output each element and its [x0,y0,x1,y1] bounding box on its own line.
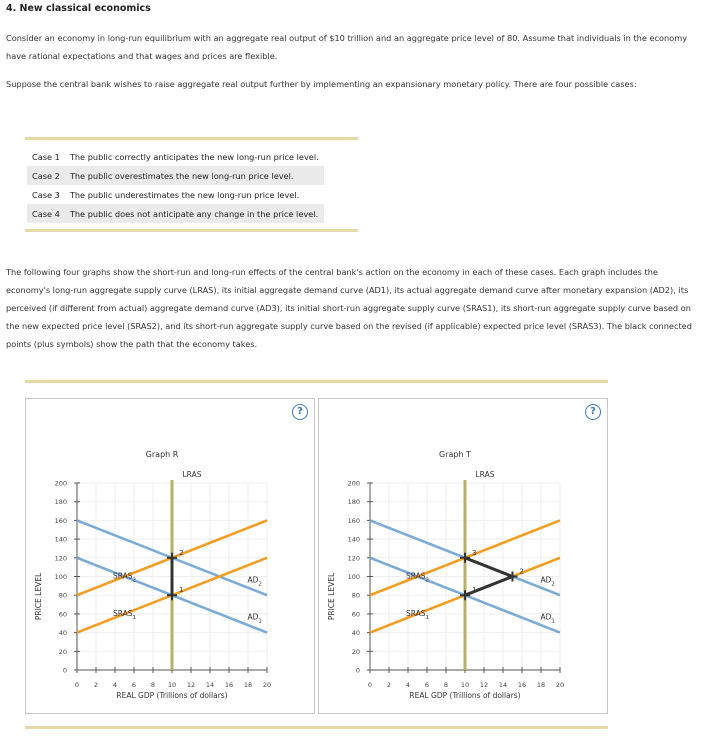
x-tick-label: 4 [405,681,411,689]
y-tick-label: 200 [347,479,360,488]
x-tick-label: 0 [367,681,373,689]
y-tick-label: 140 [347,535,360,544]
curve-label-ad1: $AD_1$ [540,612,555,625]
y-tick-label: 120 [347,554,360,563]
curve-label-sras1: $SRAS_1$ [405,608,430,621]
path-point [167,553,177,563]
x-tick-label: 6 [424,681,430,689]
graph-t-chart[interactable] [319,399,607,713]
path-point-label: 2 [519,567,524,576]
y-tick-label: 80 [58,591,67,600]
path-point-label: 3 [472,548,477,557]
path-point [167,590,177,600]
curve-label-subscript: 2 [132,577,137,584]
curve-label-subscript: 1 [425,614,430,621]
case-label: Case 3 [32,189,60,200]
separator [25,229,358,232]
x-tick-label: 16 [517,681,527,689]
x-tick-label: 8 [443,681,449,689]
case-text: The public overestimates the new long-run price level. [65,166,324,185]
table-row [27,147,324,166]
curve-label-ad2: $AD_2$ [540,575,555,588]
cases-intro-paragraph: Suppose the central bank wishes to raise aggregate real output further by implementing an expansionary monetary policy. There are four possible cases: [6,79,637,89]
y-tick-label: 180 [347,498,360,507]
x-tick-label: 2 [93,681,99,689]
x-tick-label: 10 [167,681,177,689]
curve-label-subscript: 2 [425,577,430,584]
case-text: The public does not anticipate any change in the price level. [65,204,324,223]
x-tick-label: 18 [243,681,253,689]
x-tick-label: 14 [498,681,508,689]
separator [25,726,608,729]
y-axis-label: PRICE LEVEL [327,572,336,621]
lras-label: LRAS [475,470,495,479]
y-tick-label: 40 [351,629,360,638]
separator [25,380,608,383]
x-tick-label: 2 [386,681,392,689]
y-tick-label: 100 [347,573,360,581]
y-tick-label: 20 [58,647,67,656]
x-tick-label: 14 [205,681,215,689]
y-tick-label: 160 [54,516,67,525]
graph-r-chart[interactable] [26,399,314,713]
x-tick-label: 20 [555,681,565,689]
cases-table [27,147,324,223]
separator [25,137,358,140]
curve-label-subscript: 1 [132,614,137,621]
x-tick-label: 12 [479,681,489,689]
lras-label: LRAS [182,470,202,479]
y-tick-label: 160 [347,516,360,525]
curve-label-sras2: $SRAS_2$ [405,571,430,584]
y-tick-label: 0 [62,666,67,675]
path-point-label: 1 [179,586,184,595]
curve-label-ad1: $AD_1$ [247,612,262,625]
path-point-label: 2 [179,548,184,557]
y-tick-label: 80 [351,591,360,600]
x-axis-label: REAL GDP (Trillions of dollars) [116,691,228,700]
graph-panel-t [318,398,608,714]
y-tick-label: 20 [351,647,360,656]
x-tick-label: 6 [131,681,137,689]
case-label: Case 4 [27,204,65,223]
graphs-intro-paragraph: The following four graphs show the short-run and long-run effects of the central bank's action on the economy in each of these cases. Each graph includes the economy's long-run aggregate supply curve (LRAS), its initial aggregate demand curve (AD1), its actual aggregate demand curve after monetary expansion (AD2), its perceived (if different from actual) aggregate demand curve (AD3), its initial short-run aggregate supply curve (SRAS1), its short-run aggregate supply curve based on the new expected price level (SRAS2), and its short-run aggregate supply curve based on the revised (if applicable) expected price level (SRAS3). The black connected points (plus symbols) show the path that the economy takes. [6,267,692,349]
chart-title: Graph T [439,450,471,459]
x-axis-label: REAL GDP (Trillions of dollars) [409,691,521,700]
path-point [460,553,470,563]
curve-label-sras2: $SRAS_2$ [112,571,137,584]
x-tick-label: 12 [186,681,196,689]
x-tick-label: 4 [112,681,118,689]
graph-panel-r [25,398,315,714]
help-button[interactable]: ? [292,404,308,420]
y-axis-label: PRICE LEVEL [34,572,43,621]
x-tick-label: 10 [460,681,470,689]
chart-title: Graph R [145,450,179,459]
curve-label-subscript: 1 [258,618,262,625]
path-point [508,572,518,582]
y-tick-label: 60 [58,610,67,619]
table-row [27,166,324,185]
curve-label-subscript: 1 [551,618,555,625]
case-label: Case 2 [27,166,65,185]
page-title: 4. New classical economics [6,3,151,14]
y-tick-label: 140 [54,535,67,544]
case-text: The public correctly anticipates the new long-run price level. [69,151,319,162]
y-tick-label: 120 [54,554,67,563]
x-tick-label: 18 [536,681,546,689]
y-tick-label: 40 [58,629,67,638]
y-tick-label: 60 [351,610,360,619]
curve-label-subscript: 2 [258,581,262,588]
path-point-label: 1 [472,586,477,595]
y-tick-label: 100 [54,573,67,581]
table-row [27,185,324,204]
y-tick-label: 200 [54,479,67,488]
x-tick-label: 16 [224,681,234,689]
x-tick-label: 8 [150,681,156,689]
y-tick-label: 180 [54,498,67,507]
path-segment [465,558,513,577]
case-label: Case 1 [32,151,60,162]
curve-label-ad2: $AD_2$ [247,575,262,588]
intro-paragraph: Consider an economy in long-run equilibrium with an aggregate real output of $10 trillion and an aggregate price level of 80. Assume that individuals in the economy have rational expectations and that wages and prices are flexible. [6,33,688,61]
x-tick-label: 0 [74,681,80,689]
path-point [460,590,470,600]
case-text: The public underestimates the new long-run price level. [69,189,300,200]
table-row [27,204,324,223]
x-tick-label: 20 [262,681,272,689]
curve-label-subscript: 2 [551,581,555,588]
y-tick-label: 0 [355,666,360,675]
help-button[interactable]: ? [585,404,601,420]
curve-label-sras1: $SRAS_1$ [112,608,137,621]
